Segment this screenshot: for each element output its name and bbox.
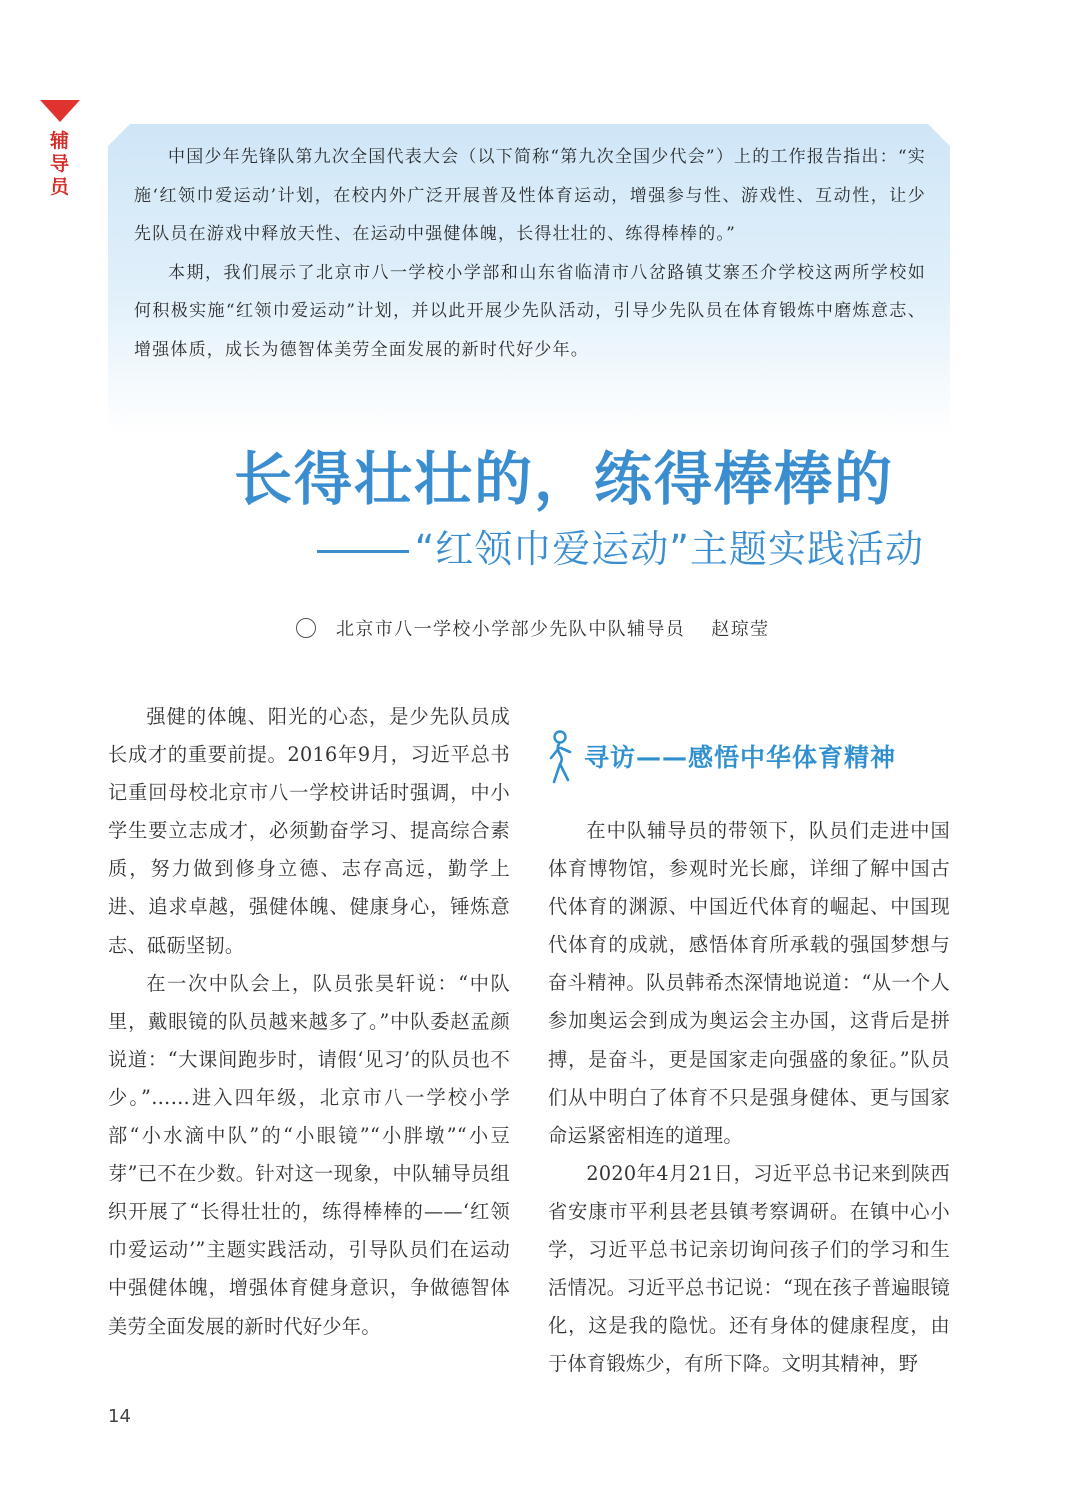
byline-organization: 北京市八一学校小学部少先队中队辅导员: [336, 619, 686, 640]
section-label: 辅导员: [50, 130, 70, 198]
body-paragraph: 在一次中队会上，队员张昊轩说：“中队里，戴眼镜的队员越来越多了。”中队委赵孟颜说道：“大课间跑步时，请假‘见习’的队员也不少。”……进入四年级，北京市八一学校小学部“小水滴中队”的“小眼镜”“小胖墩”“小豆芽”已不在少数。针对这一现象，中队辅导员组织开展了“长得壮壮的，练得棒棒的——‘红领巾爱运动’”主题实践活动，引导队员们在运动中强健体魄，增强体育健身意识，争做德智体美劳全面发展的新时代好少年。: [108, 971, 510, 1338]
body-paragraph: 在中队辅导员的带领下，队员们走进中国体育博物馆，参观时光长廊，详细了解中国古代体育的渊源、中国近代体育的崛起、中国现代体育的成就，感悟体育所承载的强国梦想与奋斗精神。队员韩希杰深情地说道：“从一个人参加奥运会到成为奥运会主办国，这背后是拼搏，是奋斗，更是国家走向强盛的象征。”队员们从中明白了体育不只是强身健体、更与国家命运紧密相连的道理。: [548, 819, 950, 1147]
byline-author: 赵琼莹: [711, 619, 770, 640]
em-dash-rule: [317, 550, 409, 553]
circle-bullet-icon: [296, 618, 316, 638]
subtitle-text: “红领巾爱运动”主题实践活动: [414, 527, 924, 571]
byline: [296, 615, 769, 641]
section-corner-mark: [40, 100, 80, 210]
article-title: 长得壮壮的，练得棒棒的: [233, 445, 894, 513]
section-heading-text: 寻访——感悟中华体育精神: [584, 743, 897, 772]
section-heading: [548, 730, 950, 786]
red-triangle-icon: [40, 100, 80, 122]
body-paragraph: 强健的体魄、阳光的心态，是少先队员成长成才的重要前提。2016年9月，习近平总书记重回母校北京市八一学校讲话时强调，中小学生要立志成才，必须勤奋学习、提高综合素质，努力做到修身立德、志存高远，勤学上进、追求卓越，强健体魄、健康身心，锤炼意志、砥砺坚韧。: [108, 705, 510, 957]
right-column: [548, 812, 950, 1383]
page-number: 14: [108, 1406, 131, 1427]
runner-icon: [548, 730, 582, 786]
body-paragraph: 2020年4月21日，习近平总书记来到陕西省安康市平利县老县镇考察调研。在镇中心小学，习近平总书记亲切询问孩子们的学习和生活情况。习近平总书记说：“现在孩子普遍眼镜化，这是我的隐忧。还有身体的健康程度，由于体育锻炼少，有所下降。文明其精神，野: [548, 1161, 950, 1376]
intro-paragraph: 中国少年先锋队第九次全国代表大会（以下简称“第九次全国少代会”）上的工作报告指出：“实施‘红领巾爱运动’计划，在校内外广泛开展普及性体育运动，增强参与性、游戏性、互动性，让少先队员在游戏中释放天性、在运动中强健体魄，长得壮壮的、练得棒棒的。”: [134, 147, 926, 244]
intro-paragraph: 本期，我们展示了北京市八一学校小学部和山东省临清市八岔路镇艾寨丕介学校这两所学校如何积极实施“红领巾爱运动”计划，并以此开展少先队活动，引导少先队员在体育锻炼中磨炼意志、增强体质，成长为德智体美劳全面发展的新时代好少年。: [134, 262, 926, 360]
left-column: [108, 698, 510, 1346]
article-subtitle: [317, 518, 924, 573]
intro-block: [134, 138, 926, 369]
